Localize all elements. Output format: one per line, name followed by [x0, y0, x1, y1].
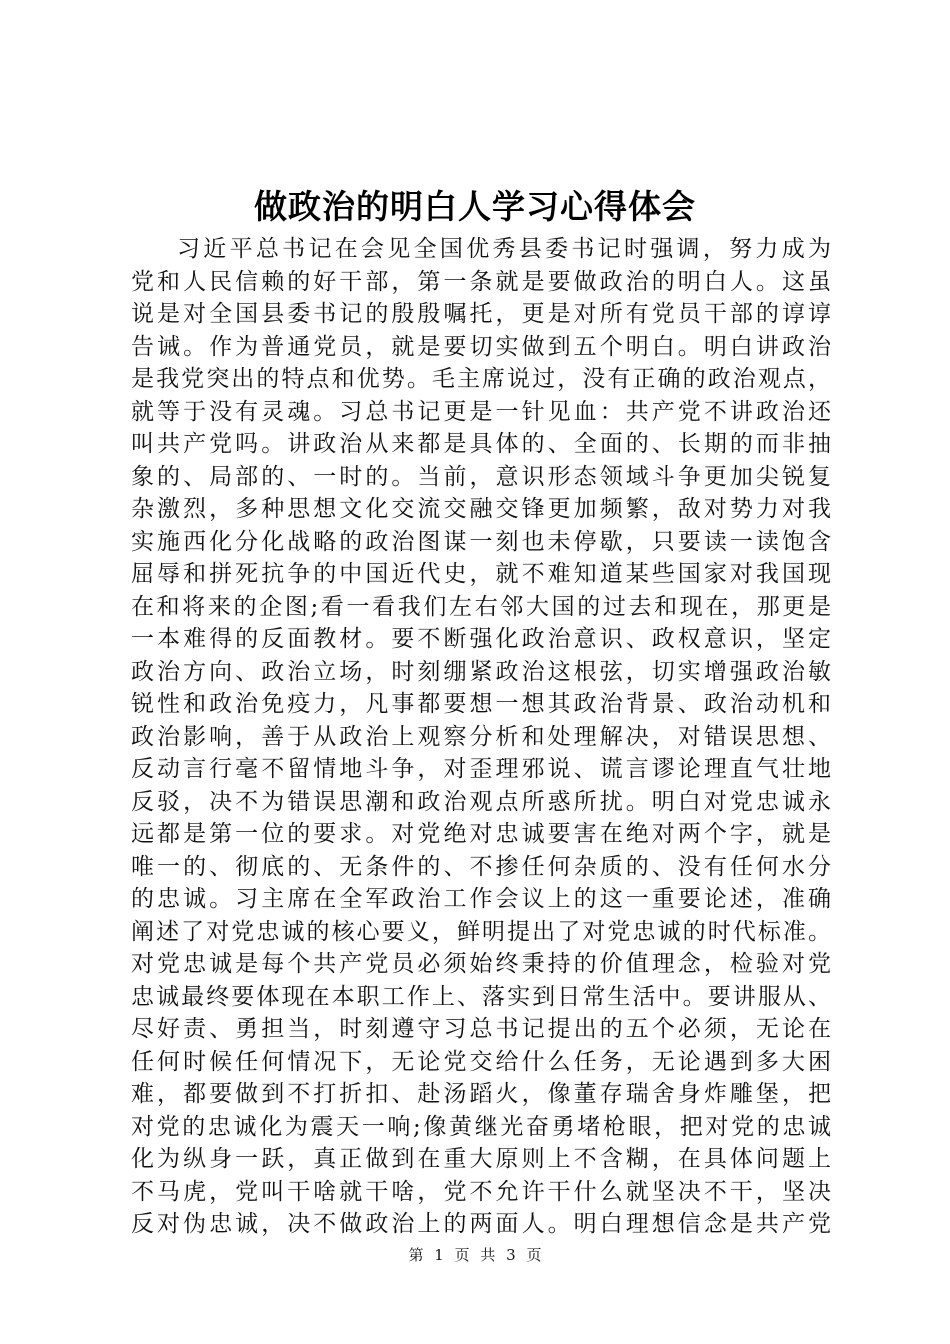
paragraph-line: 杂激烈，多种思想文化交流交融交锋更加频繁，敌对势力对我 — [131, 496, 831, 522]
paragraph-line: 难，都要做到不打折扣、赴汤蹈火，像董存瑞舍身炸雕堡，把 — [131, 1081, 831, 1107]
paragraph-line: 告诫。作为普通党员，就是要切实做到五个明白。明白讲政治 — [131, 333, 831, 360]
paragraph-line: 反驳，决不为错误思潮和政治观点所惑所扰。明白对党忠诚永 — [131, 788, 831, 815]
paragraph-line: 对党的忠诚化为震天一响;像黄继光奋勇堵枪眼，把对党的忠诚 — [131, 1113, 831, 1140]
paragraph-line: 党和人民信赖的好干部，第一条就是要做政治的明白人。这虽 — [131, 268, 831, 295]
paragraph-line: 政治影响，善于从政治上观察分析和处理解决，对错误思想、 — [131, 723, 831, 750]
paragraph-line: 反动言行毫不留情地斗争，对歪理邪说、谎言谬论理直气壮地 — [131, 756, 831, 782]
paragraph-line: 政治方向、政治立场，时刻绷紧政治这根弦，切实增强政治敏 — [131, 658, 831, 685]
document-body — [131, 233, 831, 1241]
paragraph-line: 不马虎，党叫干啥就干啥，党不允许干什么就坚决不干，坚决 — [131, 1178, 831, 1205]
paragraph-line: 对党忠诚是每个共产党员必须始终秉持的价值理念，检验对党 — [131, 951, 831, 977]
document-title: 做政治的明白人学习心得体会 — [254, 187, 696, 226]
paragraph-line: 化为纵身一跃，真正做到在重大原则上不含糊，在具体问题上 — [131, 1146, 831, 1172]
paragraph-line: 远都是第一位的要求。对党绝对忠诚要害在绝对两个字，就是 — [131, 821, 831, 847]
paragraph-line: 说是对全国县委书记的殷殷嘱托，更是对所有党员干部的谆谆 — [131, 301, 831, 327]
paragraph-line: 唯一的、彻底的、无条件的、不掺任何杂质的、没有任何水分 — [131, 853, 831, 880]
paragraph-line: 忠诚最终要体现在本职工作上、落实到日常生活中。要讲服从、 — [131, 983, 831, 1010]
paragraph-line: 象的、局部的、一时的。当前，意识形态领域斗争更加尖锐复 — [131, 463, 831, 490]
page-footer: 第 1 页 共 3 页 — [408, 1246, 542, 1264]
paragraph-line: 是我党突出的特点和优势。毛主席说过，没有正确的政治观点， — [131, 366, 831, 392]
paragraph-line: 一本难得的反面教材。要不断强化政治意识、政权意识，坚定 — [131, 626, 831, 652]
paragraph-line: 叫共产党吗。讲政治从来都是具体的、全面的、长期的而非抽 — [131, 431, 831, 457]
paragraph-line: 的忠诚。习主席在全军政治工作会议上的这一重要论述，准确 — [131, 886, 831, 912]
paragraph-line: 屈辱和拼死抗争的中国近代史，就不难知道某些国家对我国现 — [131, 561, 831, 587]
paragraph-line: 就等于没有灵魂。习总书记更是一针见血：共产党不讲政治还 — [131, 398, 831, 425]
paragraph-line: 反对伪忠诚，决不做政治上的两面人。明白理想信念是共产党 — [131, 1211, 831, 1237]
paragraph-line: 在和将来的企图;看一看我们左右邻大国的过去和现在，那更是 — [131, 593, 831, 620]
paragraph-line: 实施西化分化战略的政治图谋一刻也未停歇，只要读一读饱含 — [131, 528, 831, 555]
paragraph-line: 锐性和政治免疫力，凡事都要想一想其政治背景、政治动机和 — [131, 691, 831, 717]
paragraph-line: 习近平总书记在会见全国优秀县委书记时强调，努力成为 — [177, 236, 831, 262]
paragraph-line: 尽好责、勇担当，时刻遵守习总书记提出的五个必须，无论在 — [131, 1016, 831, 1042]
paragraph-line: 阐述了对党忠诚的核心要义，鲜明提出了对党忠诚的时代标准。 — [131, 918, 831, 945]
paragraph-line: 任何时候任何情况下，无论党交给什么任务，无论遇到多大困 — [131, 1048, 831, 1075]
